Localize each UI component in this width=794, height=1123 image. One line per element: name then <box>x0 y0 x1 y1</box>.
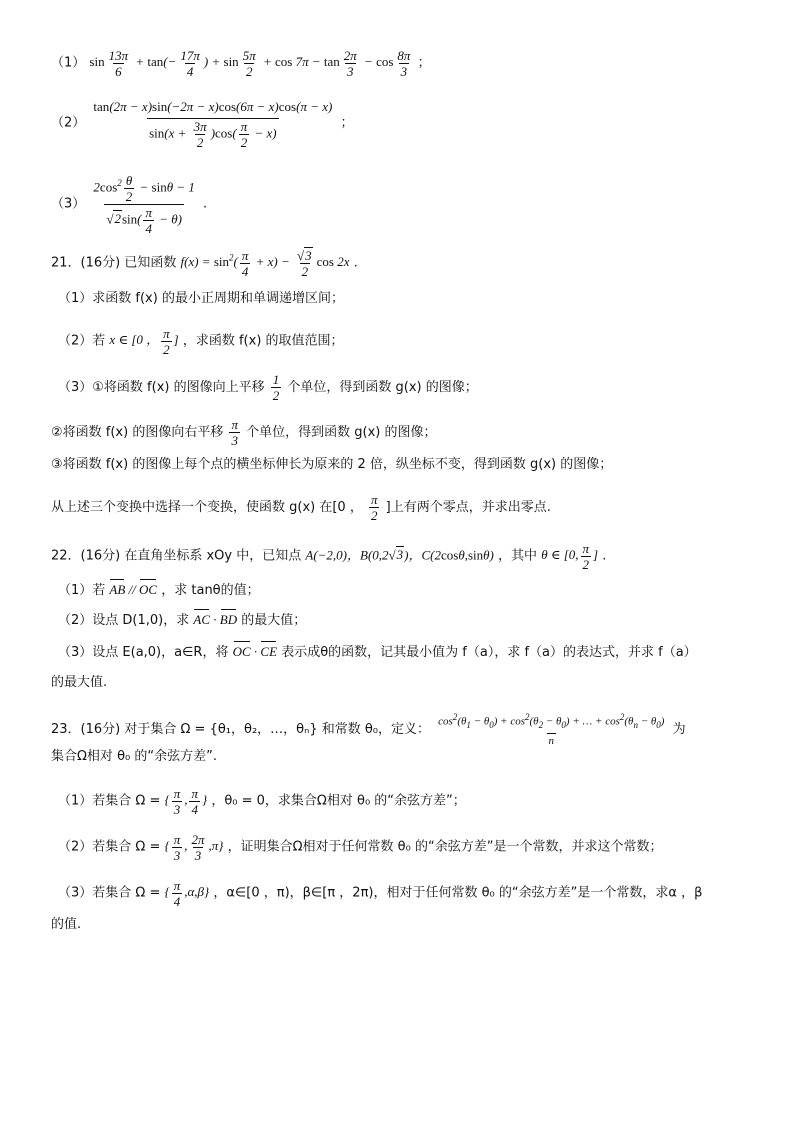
q21-part-3a: （3）①将函数 f(x) 的图像向上平移 $\frac{1}{2}$ 个单位，得到函数 g(x) 的图像； <box>58 372 478 403</box>
q21-part-3b: ②将函数 f(x) 的图像向右平移 $\frac{\pi}{3}$ 个单位，得到函数 g(x) 的图像； <box>51 417 437 448</box>
formula: $2\cos^2$ $\frac{\theta}{2}$ − sinθ − 1 √2sin( $\frac{\pi}{4}$ − θ) <box>93 172 195 236</box>
q21-part-3d: 从上述三个变换中选择一个变换，使函数 g(x) 在[0 ， $\frac{\pi}{2}$ ]上有两个零点，并求出零点. <box>51 492 551 523</box>
formula: tan(2π − x)sin(−2π − x)cos(6π − x)cos(π − x) sin(x + $\frac{3\pi}{2}$ )cos( $\frac{\pi}{2}$ − x) <box>93 99 333 150</box>
q22-part-2: （2）设点 D(1,0)，求 AC · BD 的最大值； <box>58 612 307 628</box>
q21-part-3c: ③将函数 f(x) 的图像上每个点的横坐标伸长为原来的 2 倍，纵坐标不变，得到函数 g(x) 的图像； <box>51 457 613 472</box>
q23-header: 23．(16分) 对于集合 Ω = {θ₁，θ₂，…，θₙ} 和常数 θ₀，定义： $\frac{\cos^2(\theta_1 - \theta_0) + \cos^2(\theta_2 - \theta_0) + \dots + \cos^2(\theta_n - \theta_0)}{n}$ 为 <box>51 712 686 747</box>
q22-part-1: （1）若 AB // OC ，求 tanθ的值； <box>58 582 260 598</box>
q22-header: 22．(16分) 在直角坐标系 xOy 中，已知点 A(−2,0)，B(0,2√3)，C(2cosθ,sinθ) ，其中 θ ∈ [0, $\frac{\pi}{2}$ ] . <box>51 541 607 572</box>
q23-part-3: （3）若集合 Ω = { $\frac{\pi}{4}$ ,α,β} ，α∈[0 ，π)，β∈[π ，2π)，相对于任何常数 θ₀ 的“余弦方差”是一个常数，求α ，β <box>58 878 703 909</box>
prev-part-1: （1） sin $\frac{13\pi}{6}$ + tan(− $\frac{17\pi}{4}$ ) + sin $\frac{5\pi}{2}$ + cos 7π − tan $\frac{2\pi}{3}$ − cos $\frac{8\pi}{3}$ ； <box>51 48 431 79</box>
q23-part-2: （2）若集合 Ω = { $\frac{\pi}{3}$ , $\frac{2\pi}{3}$ ,π} ，证明集合Ω相对于任何常数 θ₀ 的“余弦方差”是一个常数，并求这个常数； <box>58 832 663 863</box>
q22-part-3-cont: 的最大值. <box>51 675 108 690</box>
q23-part-1: （1）若集合 Ω = { $\frac{\pi}{3}$ , $\frac{\pi}{4}$ } ，θ₀ = 0，求集合Ω相对 θ₀ 的“余弦方差”； <box>58 786 466 817</box>
q21-header: 21．(16分) 已知函数 $f(x) = \sin^2$( $\frac{\pi}{4}$ + x) − $\frac{√3}{2}$ cos 2x . <box>51 248 358 279</box>
part-label: （1） <box>51 55 86 71</box>
prev-part-2: （2） tan(2π − x)sin(−2π − x)cos(6π − x)cos(π − x) sin(x + $\frac{3\pi}{2}$ )cos( $\frac{\pi}{2}$ − x) ； <box>51 96 754 150</box>
formula: $f(x) = \sin^2$( $\frac{\pi}{4}$ + x) − $\frac{√3}{2}$ cos 2x <box>180 248 350 279</box>
q23-part-3-cont: 的值. <box>51 917 82 932</box>
q23-header-cont: 集合Ω相对 θ₀ 的“余弦方差”. <box>51 749 217 764</box>
part-label: （3） <box>51 196 86 212</box>
part-label: （2） <box>51 115 86 131</box>
formula: sin $\frac{13\pi}{6}$ + tan(− $\frac{17\pi}{4}$ ) + sin $\frac{5\pi}{2}$ + cos 7π − tan $\frac{2\pi}{3}$ − cos $\frac{8\pi}{3}$ <box>89 48 411 79</box>
q21-part-1: （1）求函数 f(x) 的最小正周期和单调递增区间； <box>58 291 344 306</box>
q22-part-3: （3）设点 E(a,0)，a∈R，将 OC · CE 表示成θ的函数，记其最小值为 f（a），求 f（a）的表达式，并求 f（a） <box>58 644 697 660</box>
q21-part-2: （2）若 x ∈ [0 ， $\frac{\pi}{2}$ ] ，求函数 f(x) 的取值范围； <box>58 326 344 357</box>
prev-part-3: （3） $2\cos^2$ $\frac{\theta}{2}$ − sinθ − 1 √2sin( $\frac{\pi}{4}$ − θ) . <box>51 172 208 236</box>
